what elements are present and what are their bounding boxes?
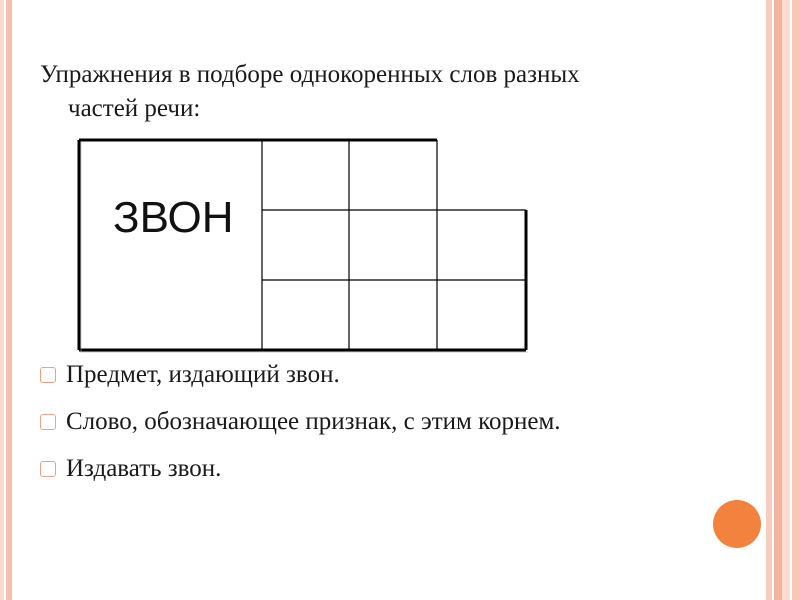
bullet-text: Предмет, издающий звон.	[66, 361, 340, 388]
grid-outer-border	[79, 140, 526, 350]
grid-inner-lines	[262, 140, 526, 350]
title-line-1: Упражнения в подборе однокоренных слов разных	[40, 61, 580, 88]
bullet-marker-icon	[40, 367, 56, 383]
title-line-2: частей речи:	[68, 95, 201, 122]
bullet-marker-icon	[40, 414, 56, 430]
grid-outer-shadow	[81, 142, 528, 352]
bullet-item	[40, 358, 561, 392]
bullet-text: Издавать звон.	[66, 455, 222, 482]
orange-circle-decoration	[713, 500, 761, 548]
bullet-marker-icon	[40, 461, 56, 477]
bullet-item	[40, 405, 561, 439]
bullet-list	[40, 358, 561, 499]
bullet-item	[40, 452, 561, 486]
bullet-text: Слово, обозначающее признак, с этим корнем.	[66, 408, 561, 435]
root-word-zvon: ЗВОН	[113, 193, 234, 242]
